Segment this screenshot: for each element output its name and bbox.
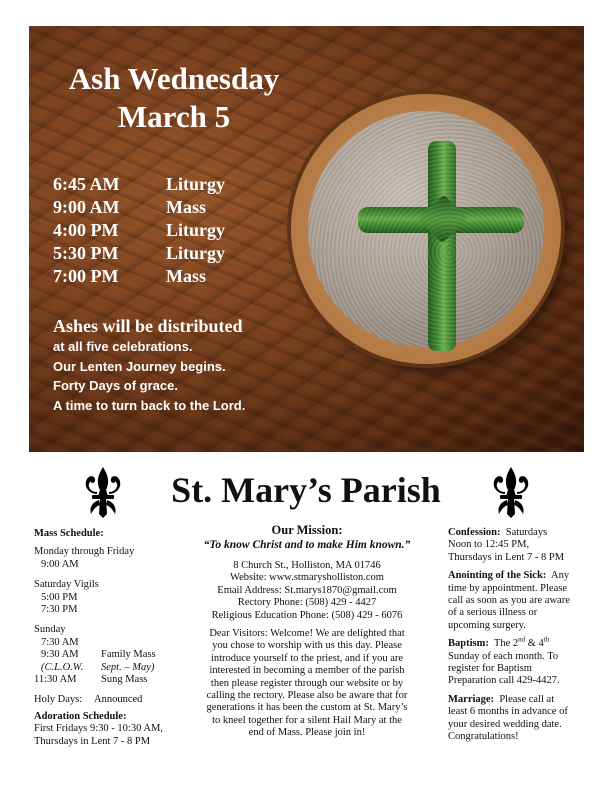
adoration-line: Thursdays in Lent 7 - 8 PM	[34, 735, 151, 747]
baptism-superscript: nd	[518, 635, 526, 644]
schedule-row	[53, 197, 225, 220]
ashes-image	[308, 111, 544, 347]
anointing-value: Any	[550, 570, 570, 582]
baptism-line	[448, 635, 583, 650]
visitor-line: Dear Visitors: Welcome! We are delighted that	[209, 628, 405, 640]
mission-text: “To know Christ and to make Him known.”	[203, 539, 411, 551]
anointing-label: Anointing of the Sick:	[448, 570, 547, 582]
hero-title-line2: March 5	[117, 99, 231, 134]
schedule-service: Liturgy	[166, 243, 226, 263]
sunday-note: Sung Mass	[101, 674, 148, 686]
schedule-time: 4:00 PM	[53, 220, 119, 240]
sacraments-column	[448, 527, 583, 744]
saturday-time: 5:00 PM	[41, 591, 78, 603]
holy-days-label: Holy Days:	[34, 694, 83, 706]
contact-line: Rectory Phone: (508) 429 - 4427	[237, 597, 377, 609]
schedule-row	[53, 174, 225, 197]
confession-label: Confession:	[448, 527, 501, 538]
marriage-label: Marriage:	[448, 693, 495, 705]
schedule-service: Liturgy	[166, 220, 226, 240]
weekday-label: Monday through Friday	[34, 546, 135, 558]
sunday-row	[34, 662, 184, 674]
baptism-line: register for Baptism	[448, 663, 532, 675]
weekday-time: 9:00 AM	[41, 558, 79, 570]
hero-banner	[29, 26, 584, 452]
mass-schedule-column	[34, 528, 184, 748]
adoration-line: First Fridays 9:30 - 10:30 AM,	[34, 723, 163, 735]
anointing-line: time by appointment. Please	[448, 582, 567, 594]
baptism-line: Preparation call 429-4427.	[448, 675, 560, 687]
visitor-line: interested in becoming a member of the parish	[209, 665, 405, 677]
visitor-line: generations it has been the custom at St. Mary’s	[206, 702, 408, 714]
mission-column	[182, 523, 432, 740]
visitor-line: end of Mass. Please join in!	[248, 727, 366, 739]
mass-schedule-heading: Mass Schedule:	[34, 528, 104, 539]
schedule-service: Mass	[166, 197, 206, 217]
ash-wednesday-schedule	[53, 174, 225, 289]
schedule-row	[53, 220, 225, 243]
baptism-line: Sunday of each month. To	[448, 650, 559, 662]
sunday-row	[34, 674, 184, 686]
contact-line: Email Address: St.marys1870@gmail.com	[217, 584, 397, 596]
ash-bowl-image	[291, 94, 561, 364]
adoration-heading: Adoration Schedule:	[34, 710, 127, 722]
ashes-line: Our Lenten Journey begins.	[53, 358, 226, 374]
visitor-line: introduce yourself to the priest, and if you are	[210, 652, 404, 664]
sunday-row	[34, 637, 184, 649]
ashes-line: A time to turn back to the Lord.	[53, 397, 246, 413]
visitor-line: then please register through our website or by	[210, 677, 404, 689]
sunday-time: (C.L.O.W.	[41, 661, 84, 673]
visitor-line: you chose to worship with us this day. Please	[212, 640, 402, 652]
contact-line: Religious Education Phone: (508) 429 - 6076	[211, 609, 403, 621]
confession-value: Saturdays	[505, 527, 548, 538]
confession-line	[448, 527, 583, 539]
sunday-label: Sunday	[34, 624, 66, 636]
visitor-line: calling the rectory. Please also be aware that for	[206, 690, 408, 702]
holy-days-row	[34, 694, 184, 706]
schedule-row	[53, 243, 225, 266]
marriage-value: Please call at	[499, 693, 555, 705]
anointing-line: upcoming surgery.	[448, 619, 526, 631]
ashes-line: at all five celebrations.	[53, 339, 193, 354]
confession-line: Thursdays in Lent 7 - 8 PM	[448, 551, 565, 563]
schedule-time: 9:00 AM	[53, 197, 120, 217]
baptism-label: Baptism:	[448, 638, 489, 650]
sunday-note: Family Mass	[101, 649, 156, 661]
palm-cross-vertical	[428, 141, 456, 351]
visitor-line: to kneel together for a silent Hail Mary at the	[212, 714, 402, 726]
ashes-line: Forty Days of grace.	[53, 378, 178, 393]
ashes-lead: Ashes will be distributed	[53, 316, 243, 336]
palm-cross-horizontal	[358, 207, 524, 233]
anointing-line: call as soon as you are aware	[448, 595, 570, 607]
parish-name: St. Mary’s Parish	[171, 470, 441, 510]
saturday-label: Saturday Vigils	[34, 579, 99, 591]
contact-line: Website: www.stmarysholliston.com	[230, 572, 384, 584]
confession-line: Noon to 12:45 PM,	[448, 539, 530, 551]
schedule-time: 7:00 PM	[53, 266, 119, 286]
hero-title-line1: Ash Wednesday	[68, 61, 280, 96]
sunday-time: 11:30 AM	[34, 674, 77, 686]
schedule-service: Liturgy	[166, 174, 226, 194]
schedule-time: 6:45 AM	[53, 174, 120, 194]
schedule-time: 5:30 PM	[53, 243, 119, 263]
sunday-row	[34, 649, 184, 661]
contact-line: 8 Church St., Holliston, MA 01746	[233, 560, 381, 571]
marriage-line: your desired wedding date.	[448, 718, 562, 730]
baptism-superscript: th	[543, 635, 550, 644]
schedule-service: Mass	[166, 266, 206, 286]
sunday-time: 9:30 AM	[41, 649, 79, 661]
sunday-time: 7:30 AM	[41, 636, 79, 648]
saturday-time: 7:30 PM	[41, 604, 78, 616]
schedule-row	[53, 266, 225, 289]
anointing-line: of a serious illness or	[448, 607, 538, 619]
baptism-text: The 2	[493, 638, 519, 650]
holy-days-value: Announced	[94, 694, 143, 706]
marriage-line: Congratulations!	[448, 731, 519, 743]
marriage-line: least 6 months in advance of	[448, 706, 568, 718]
marriage-line	[448, 694, 583, 706]
ashes-message	[53, 316, 245, 415]
baptism-text: & 4	[525, 638, 544, 650]
fleur-de-lis-icon	[486, 466, 536, 518]
mission-heading: Our Mission:	[271, 523, 343, 537]
sunday-note: Sept. – May)	[101, 661, 155, 673]
anointing-line	[448, 570, 583, 582]
palm-cross-knot	[418, 194, 467, 243]
